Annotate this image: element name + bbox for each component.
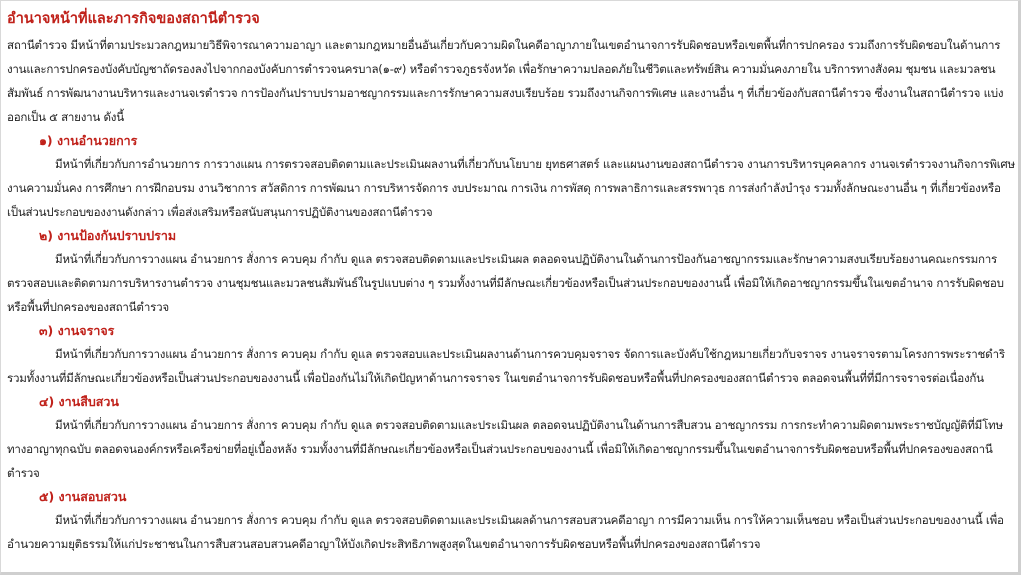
section-body: มีหน้าที่เกี่ยวกับการวางแผน อำนวยการ สั่งการ ควบคุม กำกับ ดูแล ตรวจสอบติดตามและประเมินผล ตลอดจนปฏิบัติงานในด้านการสืบสวน อาชญากรรม การกระทำความผิดตามพระราชบัญญัติที่มีโทษทางอาญาทุกฉบับ ตลอดจนองค์กรหรือเครือข่ายที่อยู่เบื้องหลัง รวมทั้งงานที่มีลักษณะเกี่ยวข้องหรือเป็นส่วนประกอบของงานนี้ เพื่อมิให้เกิดอาชญากรรมขึ้นในเขตอำนาจการรับผิดชอบหรือพื้นที่ปกครองของสถานีตำรวจ [7, 418, 1003, 480]
section-body: มีหน้าที่เกี่ยวกับการวางแผน อำนวยการ สั่งการ ควบคุม กำกับ ดูแล ตรวจสอบติดตามและประเมินผลด้านการสอบสวนคดีอาญา การมีความเห็น การให้ความเห็นชอบ หรือเป็นส่วนประกอบของงานนี้ เพื่ออำนวยความยุติธรรมให้แก่ประชาชนในการสืบสวนสอบสวนคดีอาญาให้บังเกิดประสิทธิภาพสูงสุดในเขตอำนาจการรับผิดชอบหรือพื้นที่ปกครองของสถานีตำรวจ [7, 513, 1004, 551]
section-heading: ๕) งานสอบสวน [39, 489, 127, 504]
section-body: มีหน้าที่เกี่ยวกับการอำนวยการ การวางแผน การตรวจสอบติดตามและประเมินผลงานที่เกี่ยวกับนโยบาย ยุทธศาสตร์ และแผนงานของสถานีตำรวจ งานการบริหารบุคคลากร งานจเรตำรวจงานกิจการพิเศษ งานความมั่นคง การศึกษา การฝึกอบรม งานวิชาการ สวัสดิการ การพัฒนา การบริหารจัดการ งบประมาณ การเงิน การพัสดุ การพลาธิการและสรรพาวุธ การส่งกำลังบำรุง รวมทั้งลักษณะงานอื่น ๆ ที่เกี่ยวข้องหรือเป็นส่วนประกอบของงานดังกล่าว เพื่อส่งเสริมหรือสนับสนุนการปฏิบัติงานของสถานีตำรวจ [7, 157, 1015, 219]
section-body: มีหน้าที่เกี่ยวกับการวางแผน อำนวยการ สั่งการ ควบคุม กำกับ ดูแล ตรวจสอบติดตามและประเมินผล ตลอดจนปฏิบัติงานในด้านการป้องกันอาชญากรรมและรักษาความสงบเรียบร้อยงานคณะกรรมการตรวจสอบและติดตามการบริหารงานตำรวจ งานชุมชนและมวลชนสัมพันธ์ในรูปแบบต่าง ๆ รวมทั้งงานที่มีลักษณะเกี่ยวข้องหรือเป็นส่วนประกอบของงานนี้ เพื่อมิให้เกิดอาชญากรรมขึ้นในเขตอำนาจ การรับผิดชอบหรือพื้นที่ปกครองของสถานีตำรวจ [7, 252, 1004, 314]
intro-paragraph: สถานีตำรวจ มีหน้าที่ตามประมวลกฎหมายวิธีพิจารณาความอาญา และตามกฎหมายอื่นอันเกี่ยวกับความผิดในคดีอาญาภายในเขตอำนาจการรับผิดชอบหรือเขตพื้นที่การปกครอง รวมถึงการรับผิดชอบในด้านการงานและการปกครองบังคับบัญชาถัดรองลงไปจากกองบังคับการตำรวจนครบาล(๑-๙) หรือตำรวจภูธรจังหวัด เพื่อรักษาความปลอดภัยในชีวิตและทรัพย์สิน ความมั่นคงภายใน บริการทางสังคม ชุมชน และมวลชนสัมพันธ์ การพัฒนางานบริหารและงานจเรตำรวจ การป้องกันปราบปรามอาชญากรรมและการรักษาความสงบเรียบร้อย รวมถึงงานกิจการพิเศษ และงานอื่น ๆ ที่เกี่ยวข้องกับสถานีตำรวจ ซึ่งงานในสถานีตำรวจ แบ่งออกเป็น ๕ สายงาน ดังนี้ [7, 38, 1004, 124]
section-heading: ๔) งานสืบสวน [39, 394, 119, 409]
section-body: มีหน้าที่เกี่ยวกับการวางแผน อำนวยการ สั่งการ ควบคุม กำกับ ดูแล ตรวจสอบและประเมินผลงานด้านการควบคุมจราจร จัดการและบังคับใช้กฎหมายเกี่ยวกับจราจร งานจราจรตามโครงการพระราชดำริ รวมทั้งงานที่มีลักษณะเกี่ยวข้องหรือเป็นส่วนประกอบของงานนี้ เพื่อป้องกันไม่ให้เกิดปัญหาด้านการจราจร ในเขตอำนาจการรับผิดชอบหรือพื้นที่ปกครองของสถานีตำรวจ ตลอดจนพื้นที่ที่มีการจราจรต่อเนื่องกัน [7, 347, 1005, 385]
section-prevention-suppression [7, 225, 1015, 319]
section-heading: ๒) งานป้องกันปราบปราม [39, 228, 177, 243]
document-content [7, 9, 1015, 556]
section-traffic [7, 320, 1015, 390]
section-heading: ๓) งานจราจร [39, 323, 115, 338]
section-heading: ๑) งานอำนวยการ [39, 133, 138, 148]
section-administration [7, 130, 1015, 224]
section-investigation [7, 391, 1015, 485]
page-title: อำนาจหน้าที่และภารกิจของสถานีตำรวจ [7, 11, 260, 27]
section-inquiry [7, 486, 1015, 556]
